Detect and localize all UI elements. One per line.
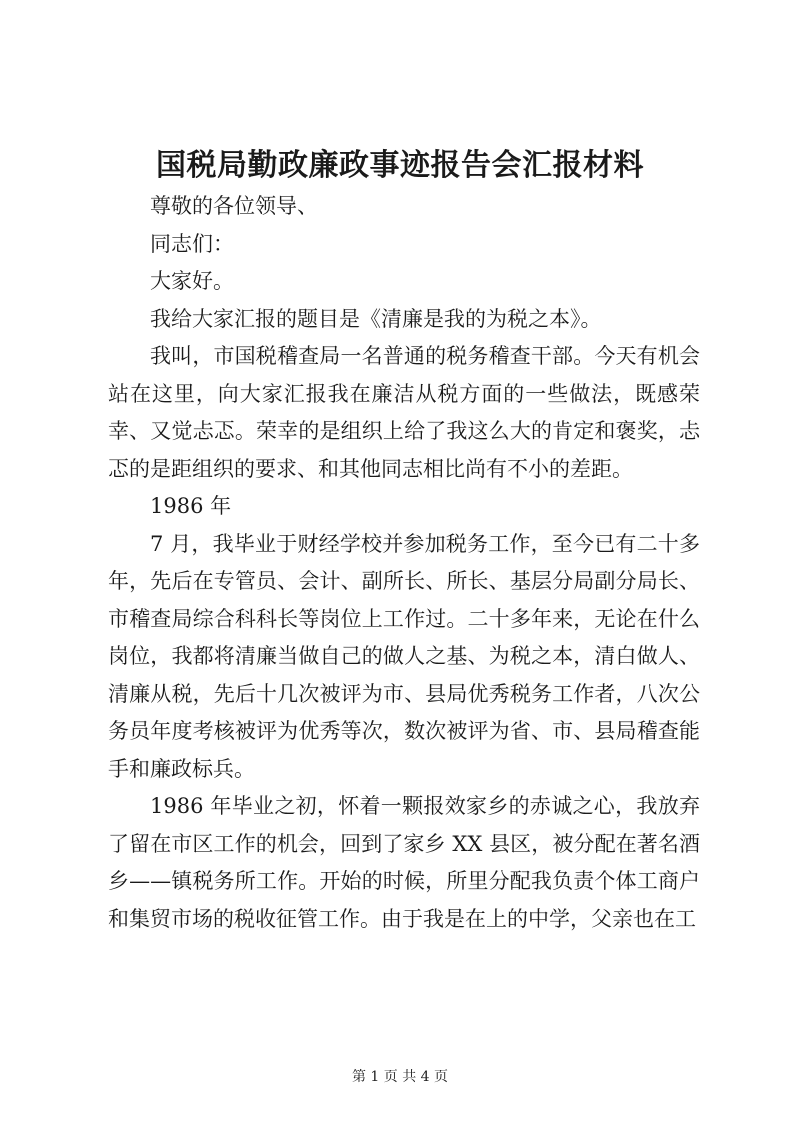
paragraph-salutation: 尊敬的各位领导、 [150, 194, 318, 218]
page-footer: 第 1 页 共 4 页 [351, 1069, 449, 1085]
document-title: 国税局勤政廉政事迹报告会汇报材料 [156, 148, 644, 183]
paragraph-introduction: 我叫，市国税稽查局一名普通的税务稽查干部。今天有机会站在这里，向大家汇报我在廉洁从税方面的一些做法，既感荣幸、又觉忐忑。荣幸的是组织上给了我这么大的肯定和褒奖，忐忑的是距组织的要求、和其他同志相比尚有不小的差距。 [108, 344, 700, 481]
document-body [108, 188, 700, 938]
paragraph-career: 7 月，我毕业于财经学校并参加税务工作，至今已有二十多年，先后在专管员、会计、副所长、所长、基层分局副分局长、市稽查局综合科科长等岗位上工作过。二十多年来，无论在什么岗位，我都将清廉当做自己的做人之基、为税之本，清白做人、清廉从税，先后十几次被评为市、县局优秀税务工作者，八次公务员年度考核被评为优秀等次，数次被评为省、市、县局稽查能手和廉政标兵。 [108, 531, 700, 781]
paragraph-topic: 我给大家汇报的题目是《清廉是我的为税之本》。 [150, 306, 602, 331]
paragraph-comrades: 同志们： [150, 231, 234, 256]
paragraph-beginning: 1986 年毕业之初，怀着一颗报效家乡的赤诚之心，我放弃了留在市区工作的机会，回到了家乡 XX 县区，被分配在著名酒乡——镇税务所工作。开始的时候，所里分配我负责个体工商户和集贸市场的税收征管工作。由于我是在上的中学，父亲也在工 [108, 794, 700, 931]
paragraph-year: 1986 年 [150, 494, 232, 518]
paragraph-greeting: 大家好。 [150, 269, 234, 293]
